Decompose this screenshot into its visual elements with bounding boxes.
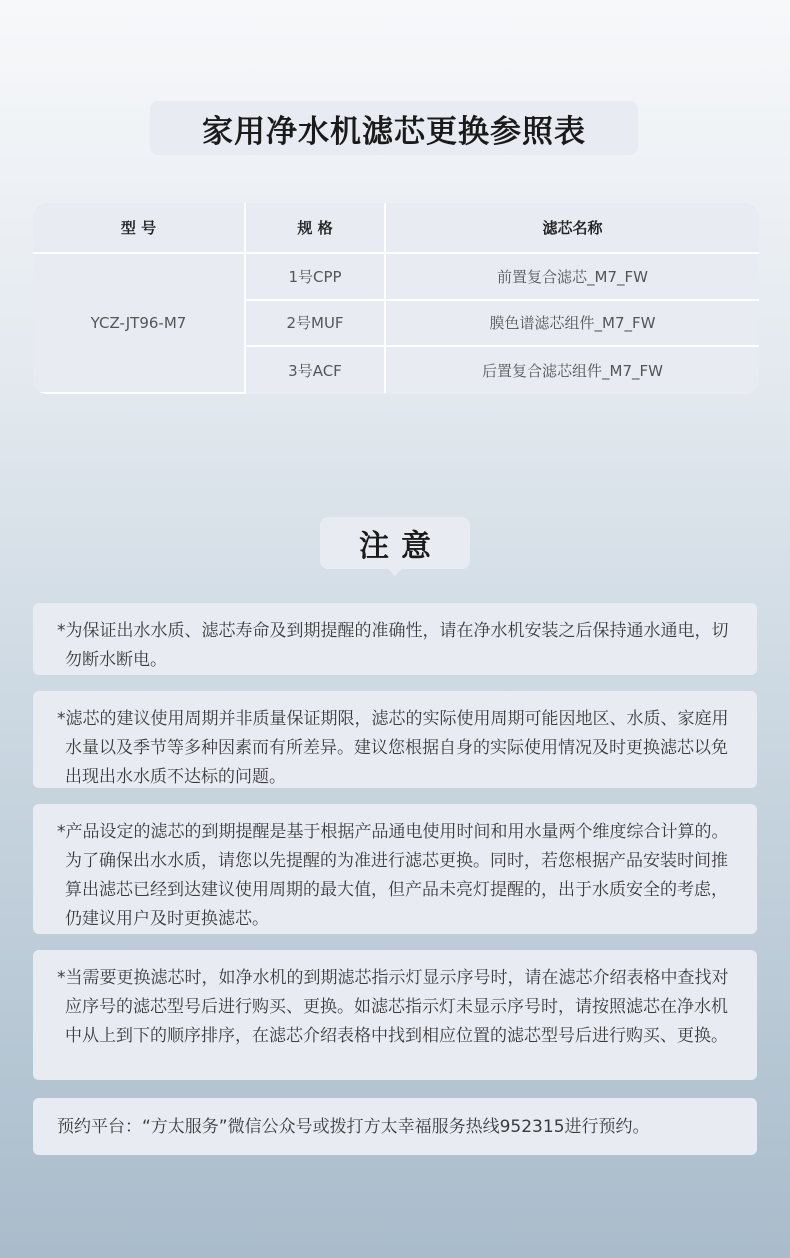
note-card: [33, 804, 757, 934]
booking-card: [33, 1098, 757, 1155]
note-text: *为保证出水水质、滤芯寿命及到期提醒的准确性，请在净水机安装之后保持通水通电，切勿断水断电。: [57, 621, 729, 670]
note-text: *滤芯的建议使用周期并非质量保证期限，滤芯的实际使用周期可能因地区、水质、家庭用水量以及季节等多种因素而有所差异。建议您根据自身的实际使用情况及时更换滤芯以免出现出水水质不达标的问题。: [57, 709, 729, 787]
note-text: *当需要更换滤芯时，如净水机的到期滤芯指示灯显示序号时，请在滤芯介绍表格中查找对应序号的滤芯型号后进行购买、更换。如滤芯指示灯未显示序号时，请按照滤芯在净水机中从上到下的顺序排序，在滤芯介绍表格中找到相应位置的滤芯型号后进行购买、更换。: [57, 968, 729, 1046]
filter-name-cell: 膜色谱滤芯组件_M7_FW: [385, 300, 759, 347]
spec-cell: 2号MUF: [245, 300, 385, 347]
notice-pointer: [387, 568, 403, 576]
note-card: [33, 603, 757, 675]
table-row: [33, 253, 759, 300]
header-spec: 规 格: [245, 203, 385, 253]
filter-name-cell: 前置复合滤芯_M7_FW: [385, 253, 759, 300]
header-model: 型 号: [33, 203, 245, 253]
notice-heading: 注意: [320, 517, 470, 569]
filter-table: [33, 203, 759, 394]
note-text: *产品设定的滤芯的到期提醒是基于根据产品通电使用时间和用水量两个维度综合计算的。为了确保出水水质，请您以先提醒的为准进行滤芯更换。同时，若您根据产品安装时间推算出滤芯已经到达建议使用周期的最大值，但产品未亮灯提醒的，出于水质安全的考虑，仍建议用户及时更换滤芯。: [57, 822, 729, 929]
model-cell: YCZ-JT96-M7: [33, 253, 245, 393]
header-filter-name: 滤芯名称: [385, 203, 759, 253]
spec-cell: 3号ACF: [245, 346, 385, 393]
page-title: 家用净水机滤芯更换参照表: [150, 101, 638, 155]
table-header-row: [33, 203, 759, 253]
booking-text: 预约平台：“方太服务”微信公众号或拨打方太幸福服务热线952315进行预约。: [57, 1117, 650, 1137]
spec-cell: 1号CPP: [245, 253, 385, 300]
note-card: [33, 950, 757, 1080]
filter-name-cell: 后置复合滤芯组件_M7_FW: [385, 346, 759, 393]
note-card: [33, 691, 757, 788]
